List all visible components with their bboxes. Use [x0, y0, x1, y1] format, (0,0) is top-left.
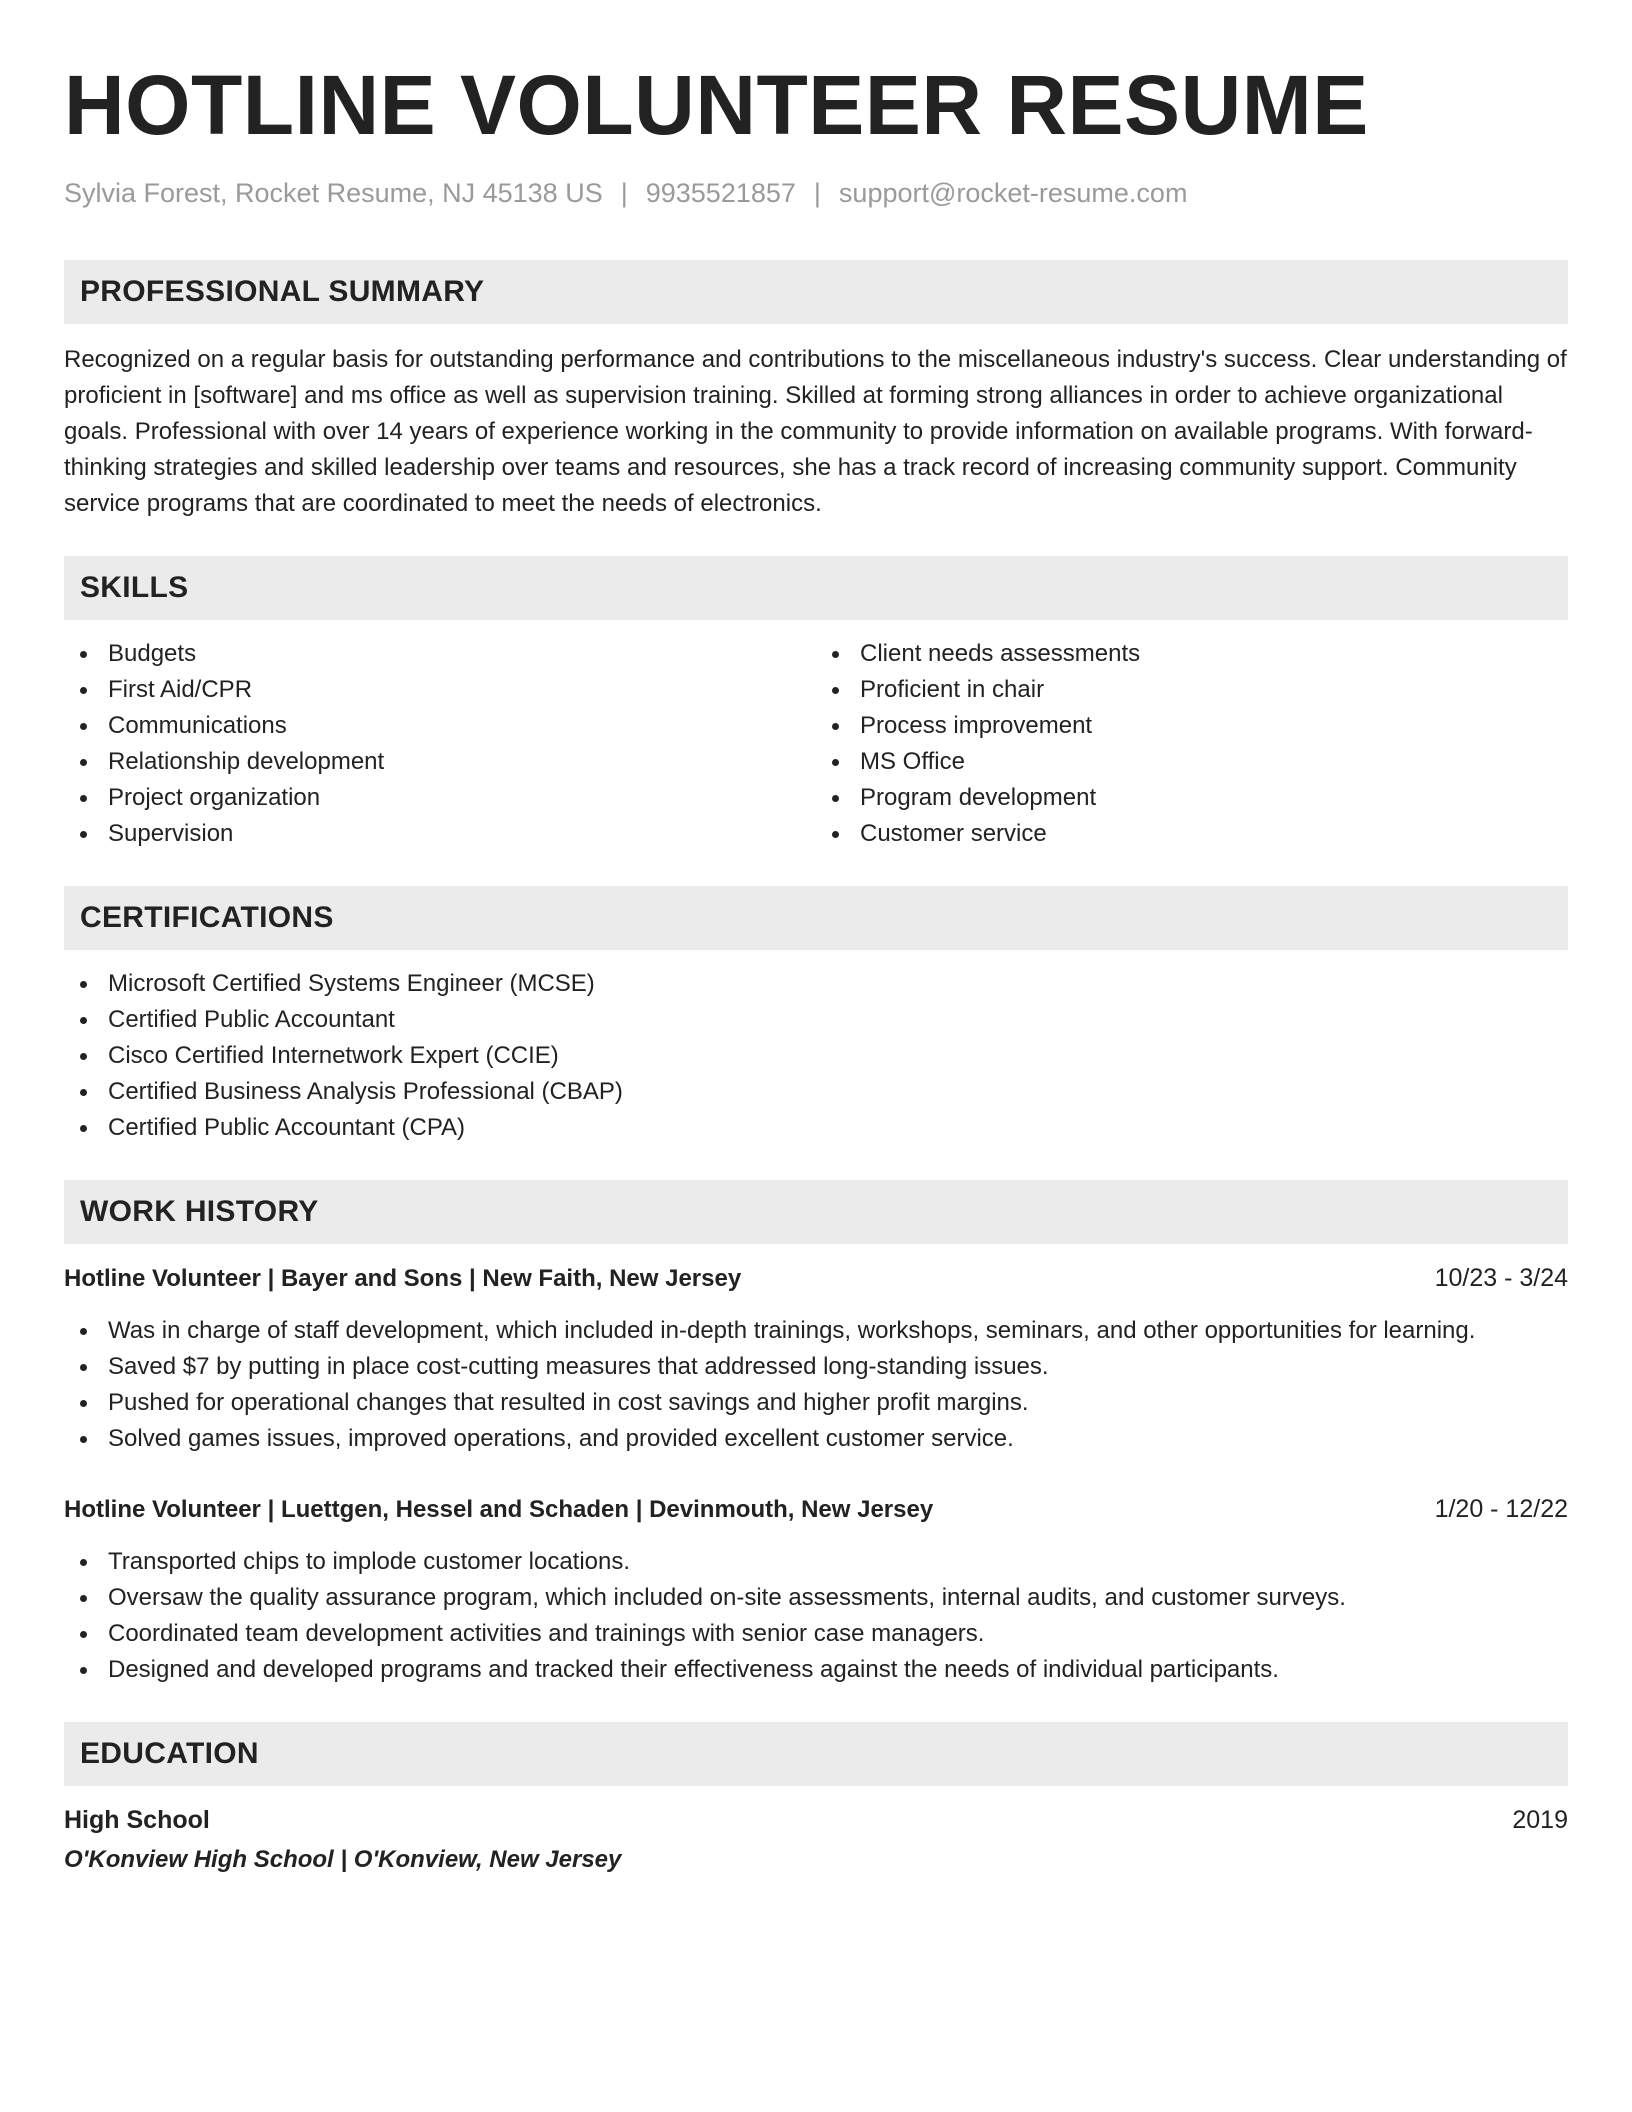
skill-item: Supervision [64, 816, 816, 852]
education-school: O'Konview High School | O'Konview, New Jersey [64, 1846, 622, 1873]
skills-grid [64, 636, 1568, 852]
skill-item: Project organization [64, 780, 816, 816]
certification-item: Microsoft Certified Systems Engineer (MCSE) [64, 966, 1568, 1002]
skill-item: First Aid/CPR [64, 672, 816, 708]
skill-item: Relationship development [64, 744, 816, 780]
skill-item: Budgets [64, 636, 816, 672]
certifications-list [64, 966, 1568, 1146]
contact-email: support@rocket-resume.com [838, 178, 1188, 208]
certification-item: Certified Public Accountant [64, 1002, 1568, 1038]
job-bullet: Designed and developed programs and tracked their effectiveness against the needs of individual participants. [64, 1652, 1568, 1688]
certification-item: Cisco Certified Internetwork Expert (CCIE) [64, 1038, 1568, 1074]
contact-separator: | [620, 178, 628, 208]
job-bullet: Was in charge of staff development, which included in-depth trainings, workshops, seminars, and other opportunities for learning. [64, 1313, 1568, 1349]
job-title: Hotline Volunteer | Bayer and Sons | New Faith, New Jersey [64, 1265, 742, 1292]
job-bullet: Coordinated team development activities and trainings with senior case managers. [64, 1616, 1568, 1652]
contact-line [64, 176, 1568, 210]
skill-item: Proficient in chair [816, 672, 1568, 708]
skills-list-right [816, 636, 1568, 852]
job-bullet-list [64, 1313, 1568, 1457]
skill-item: Communications [64, 708, 816, 744]
job-dates: 10/23 - 3/24 [1434, 1264, 1568, 1292]
section-heading-work-history: WORK HISTORY [64, 1180, 1568, 1244]
job-header [64, 1491, 1568, 1528]
job-entry [64, 1491, 1568, 1688]
skill-item: Customer service [816, 816, 1568, 852]
certification-item: Certified Business Analysis Professional (CBAP) [64, 1074, 1568, 1110]
contact-address: Sylvia Forest, Rocket Resume, NJ 45138 US [64, 178, 603, 208]
section-heading-certifications: CERTIFICATIONS [64, 886, 1568, 950]
education-year: 2019 [1512, 1806, 1568, 1834]
skills-list-left [64, 636, 816, 852]
job-title: Hotline Volunteer | Luettgen, Hessel and Schaden | Devinmouth, New Jersey [64, 1496, 934, 1523]
job-bullet-list [64, 1544, 1568, 1688]
skills-column-right [816, 636, 1568, 852]
education-header [64, 1802, 1568, 1838]
job-header [64, 1260, 1568, 1297]
job-bullet: Pushed for operational changes that resulted in cost savings and higher profit margins. [64, 1385, 1568, 1421]
job-entry [64, 1260, 1568, 1457]
job-bullet: Transported chips to implode customer locations. [64, 1544, 1568, 1580]
job-bullet: Solved games issues, improved operations, and provided excellent customer service. [64, 1421, 1568, 1457]
section-heading-education: EDUCATION [64, 1722, 1568, 1786]
section-heading-skills: SKILLS [64, 556, 1568, 620]
section-heading-summary: PROFESSIONAL SUMMARY [64, 260, 1568, 324]
skill-item: MS Office [816, 744, 1568, 780]
summary-text: Recognized on a regular basis for outstanding performance and contributions to the miscellaneous industry's success. Clear understanding of proficient in [software] and ms office as well as supervision training. Skilled at forming strong alliances in order to achieve organizational goals. Professional with over 14 years of experience working in the community to provide information on available programs. With forward-thinking strategies and skilled leadership over teams and resources, she has a track record of increasing community support. Community service programs that are coordinated to meet the needs of electronics. [64, 346, 1567, 517]
resume-title: HOTLINE VOLUNTEER RESUME [64, 58, 1369, 152]
skill-item: Program development [816, 780, 1568, 816]
job-bullet: Saved $7 by putting in place cost-cutting measures that addressed long-standing issues. [64, 1349, 1568, 1385]
skill-item: Client needs assessments [816, 636, 1568, 672]
education-degree: High School [64, 1806, 210, 1834]
contact-separator: | [813, 178, 821, 208]
contact-phone: 9935521857 [645, 178, 796, 208]
skill-item: Process improvement [816, 708, 1568, 744]
job-dates: 1/20 - 12/22 [1434, 1495, 1568, 1523]
job-bullet: Oversaw the quality assurance program, which included on-site assessments, internal audits, and customer surveys. [64, 1580, 1568, 1616]
certification-item: Certified Public Accountant (CPA) [64, 1110, 1568, 1146]
skills-column-left [64, 636, 816, 852]
